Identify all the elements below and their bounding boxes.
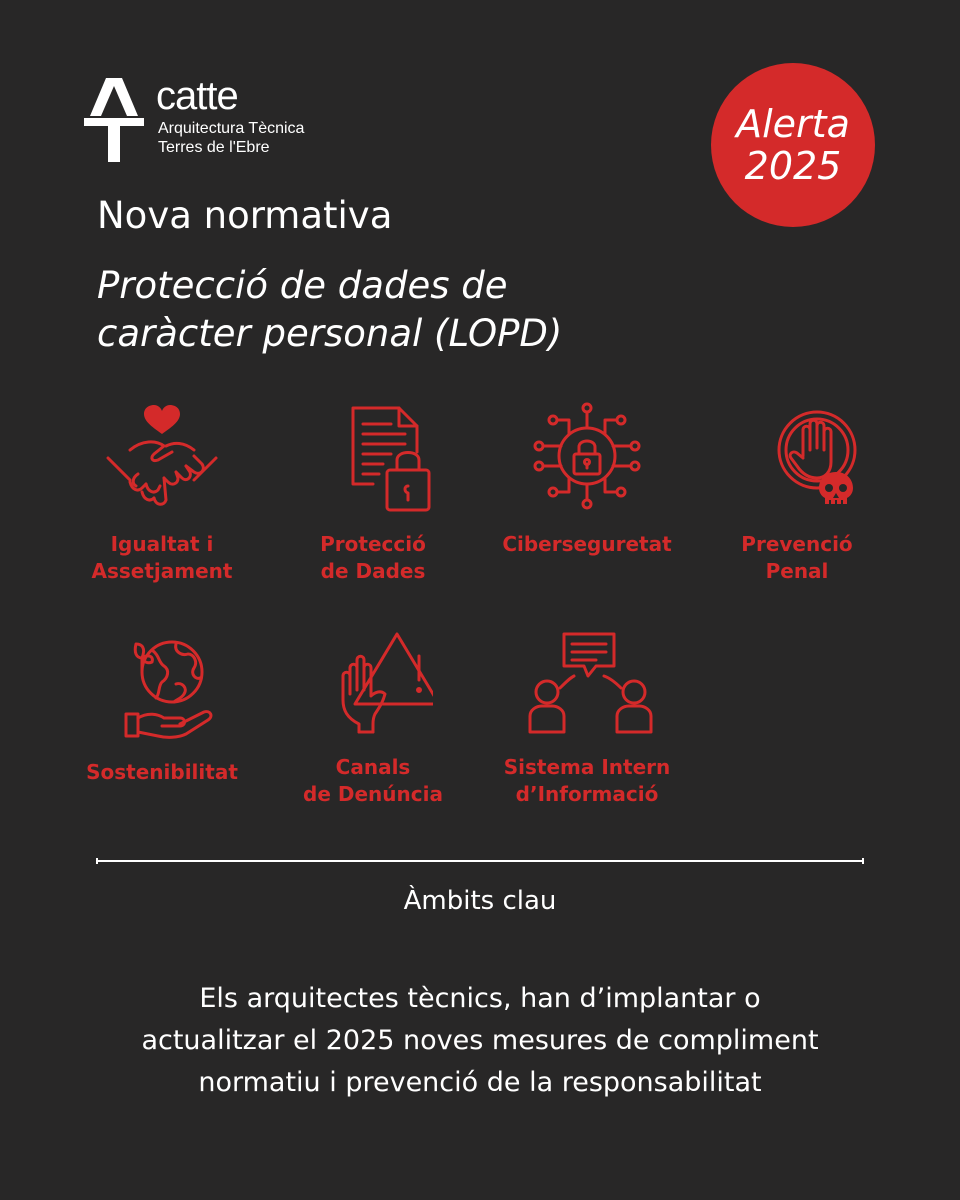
page-title-line1: Protecció de dades de <box>97 264 508 307</box>
area-proteccio-dades <box>278 400 468 583</box>
footer-text <box>60 978 900 1104</box>
globe-hand-leaf-icon <box>102 632 222 750</box>
section-divider <box>96 858 864 864</box>
area-label: Protecció de Dades <box>320 532 426 583</box>
alert-badge-line1: Alerta <box>736 102 850 146</box>
area-sistema-intern <box>492 632 682 806</box>
brand-subtitle-line1: Arquitectura Tècnica <box>158 120 305 137</box>
section-caption: Àmbits clau <box>403 886 557 916</box>
handshake-heart-icon <box>102 400 222 518</box>
footer-line2: actualitzar el 2025 noves mesures de compliment <box>141 1025 819 1056</box>
area-label: Igualtat i Assetjament <box>91 532 233 583</box>
area-igualtat <box>67 400 257 583</box>
page-title-line2: caràcter personal (LOPD) <box>97 312 563 355</box>
area-label: Sostenibilitat <box>86 760 238 784</box>
footer-line1: Els arquitectes tècnics, han d’implantar o <box>199 983 761 1014</box>
footer-line3: normatiu i prevenció de la responsabilitat <box>198 1067 762 1098</box>
brand-subtitle-line2: Terres de l'Ebre <box>158 139 270 156</box>
hand-warning-icon <box>313 632 433 750</box>
stop-hand-skull-icon <box>737 400 857 518</box>
document-lock-icon <box>313 400 433 518</box>
area-prevencio-penal <box>702 400 892 583</box>
circuit-lock-icon <box>527 400 647 518</box>
brand-name: catte <box>156 74 238 118</box>
area-label: Sistema Intern d’Informació <box>503 755 671 806</box>
alert-badge-line2: 2025 <box>744 144 842 188</box>
logo-mark-icon <box>84 76 144 164</box>
area-sostenibilitat <box>67 632 257 784</box>
brand-logo <box>84 76 354 166</box>
area-ciberseguretat <box>492 400 682 556</box>
area-label: Prevenció Penal <box>741 532 853 583</box>
area-label: Canals de Denúncia <box>303 755 443 806</box>
kicker: Nova normativa <box>97 194 393 237</box>
area-label: Ciberseguretat <box>502 532 672 556</box>
page-title <box>97 262 562 358</box>
alert-badge <box>711 63 875 227</box>
people-chat-icon <box>492 632 682 750</box>
area-canals-denuncia <box>278 632 468 806</box>
